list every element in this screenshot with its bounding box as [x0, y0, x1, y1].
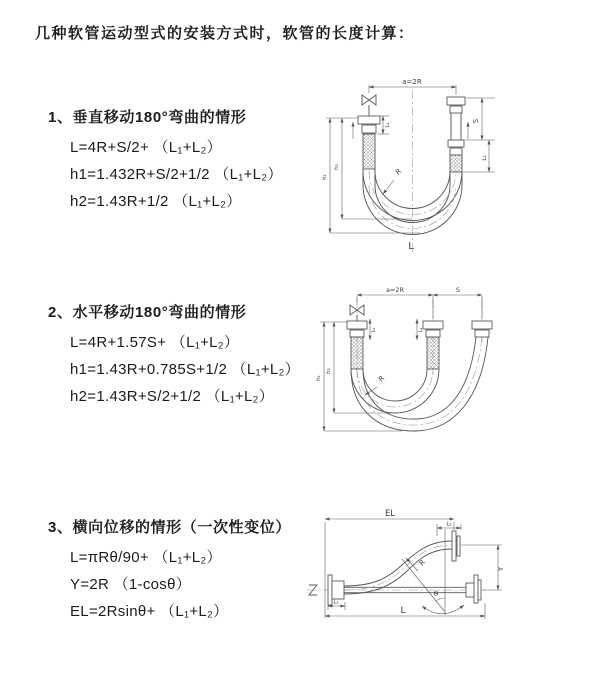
section-2-heading: 2、水平移动180°弯曲的情形 [48, 304, 247, 321]
section-vertical-movement [48, 106, 283, 215]
formula-line: EL=2Rsinθ+ （L₁+L₂） [70, 603, 229, 620]
section-3-heading: 3、横向位移的情形（一次性变位） [48, 519, 291, 536]
dimension-lines [316, 286, 482, 431]
angle-label-theta: θ [433, 590, 439, 598]
braided-hose-section [351, 337, 363, 369]
dim-label-h1: h₁ [322, 174, 328, 180]
vertical-180-bend-diagram [312, 72, 595, 267]
radius-label: R [394, 167, 404, 177]
dim-label-l2: L₂ [446, 521, 452, 528]
braided-hose-section [427, 337, 439, 369]
formula-line: h2=1.43R+1/2 （L₁+L₂） [70, 193, 242, 210]
lateral-displacement-diagram [302, 505, 598, 653]
section-horizontal-movement [48, 301, 300, 410]
middle-pipe-assembly [423, 321, 443, 369]
dim-label-h2: h₂ [326, 368, 332, 374]
dim-label-y: Y [497, 566, 505, 572]
formula-line: L=4R+S/2+ （L₁+L₂） [70, 139, 222, 156]
horizontal-180-bend-diagram [312, 283, 598, 453]
dim-label-l1: L₁ [371, 327, 377, 333]
radius-label: R [417, 558, 427, 568]
braided-hose-section [450, 155, 462, 172]
radius-label: R [377, 374, 387, 384]
displaced-hose-curve [344, 531, 460, 594]
straight-pipe-original-position [344, 575, 481, 603]
section-lateral-displacement [48, 516, 291, 625]
length-label: L [400, 606, 406, 616]
dim-label-l1: L₁ [385, 122, 391, 128]
dim-label-l1: L₁ [333, 599, 339, 606]
formula-line: Y=2R （1-cosθ） [70, 576, 192, 593]
valve-icon [362, 95, 376, 105]
right-pipe-assembly [447, 97, 468, 172]
dim-label-l2: L₂ [418, 327, 424, 333]
dim-label-l2: L₂ [482, 155, 488, 161]
dim-label-s: S [472, 118, 480, 124]
left-pipe-assembly [347, 305, 367, 369]
dim-label-a2r: a=2R [402, 78, 422, 86]
dim-label-a2r: a=2R [385, 286, 405, 294]
formula-line: L=4R+1.57S+ （L₁+L₂） [70, 334, 240, 351]
page-title: 几种软管运动型式的安装方式时，软管的长度计算： [35, 25, 415, 42]
formula-line: h1=1.43R+0.785S+1/2 （L₁+L₂） [70, 361, 300, 378]
formula-line: L=πRθ/90+ （L₁+L₂） [70, 549, 222, 566]
dim-label-el: EL [384, 509, 396, 519]
formula-line: h1=1.432R+S/2+1/2 （L₁+L₂） [70, 166, 283, 183]
section-1-heading: 1、垂直移动180°弯曲的情形 [48, 109, 247, 126]
hose-u-bend [351, 337, 488, 431]
dim-label-h1: h₁ [316, 375, 322, 381]
dim-label-s: S [455, 286, 461, 294]
formula-line: h2=1.43R+S/2+1/2 （L₁+L₂） [70, 388, 275, 405]
dim-label-h2: h₂ [334, 164, 340, 170]
right-pipe-assembly [472, 321, 492, 337]
length-label: L [408, 241, 414, 252]
braided-hose-section [363, 134, 375, 169]
left-pipe-assembly [353, 95, 380, 169]
dimension-lines [322, 78, 495, 252]
